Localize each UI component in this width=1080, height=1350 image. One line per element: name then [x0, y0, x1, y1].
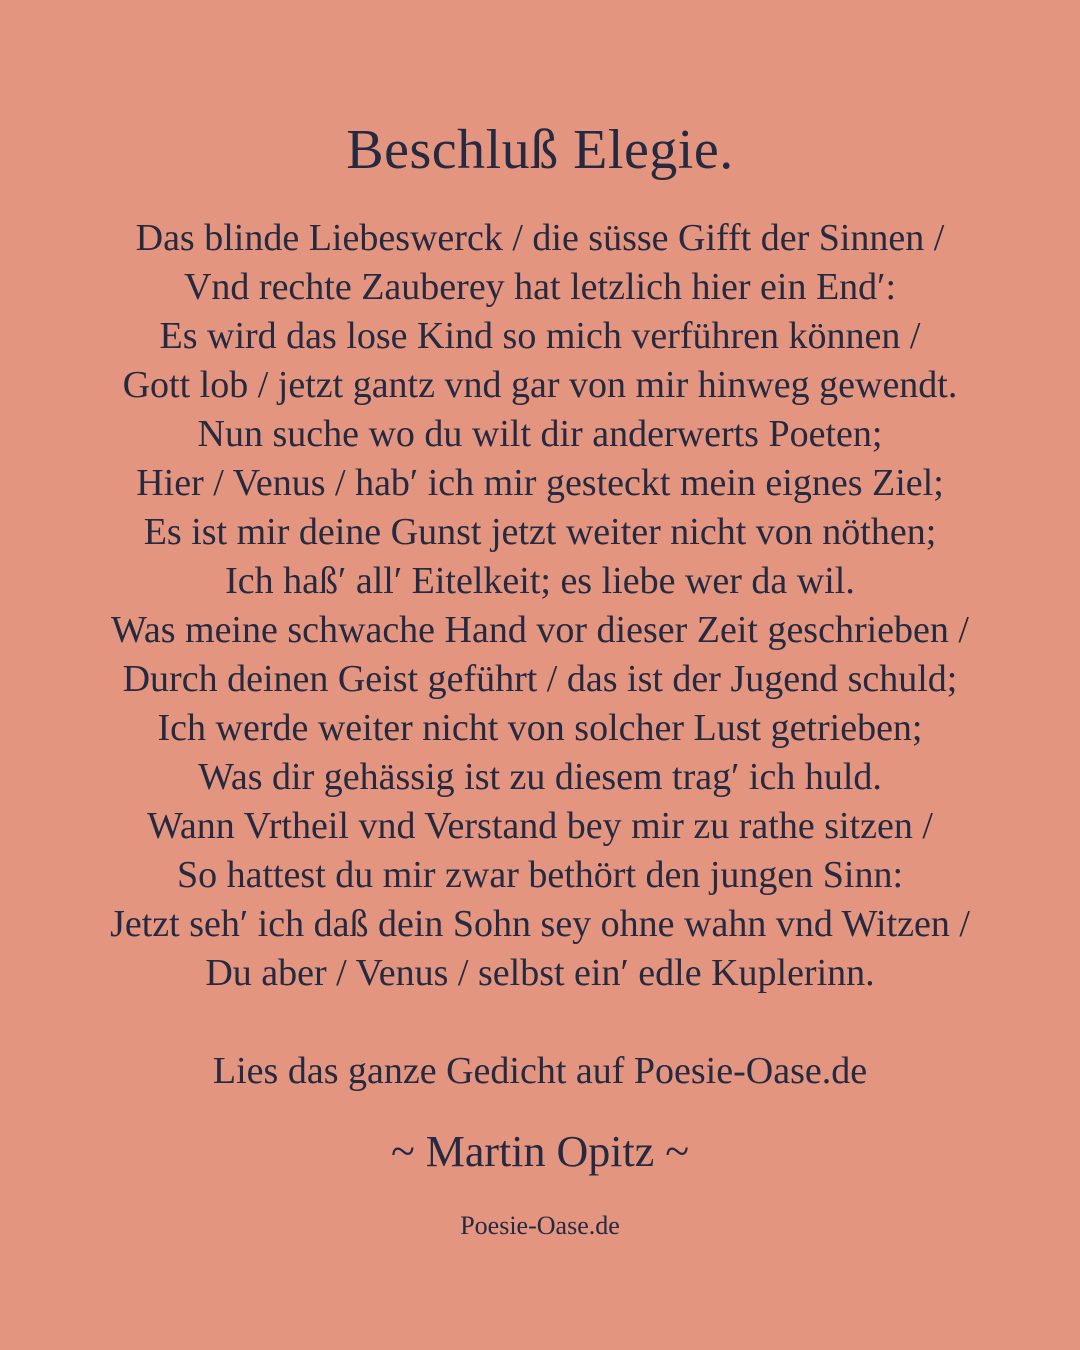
poem-line: Jetzt seh′ ich daß dein Sohn sey ohne wahn vnd Witzen /: [110, 903, 970, 945]
poem-line: Nun suche wo du wilt dir anderwerts Poeten;: [197, 413, 883, 455]
poem-line: Was meine schwache Hand vor dieser Zeit geschrieben /: [111, 609, 969, 651]
poem-line: So hattest du mir zwar bethört den jungen Sinn:: [176, 854, 904, 896]
poem-line: Es ist mir deine Gunst jetzt weiter nicht von nöthen;: [143, 511, 937, 553]
poem-line: Es wird das lose Kind so mich verführen können /: [159, 315, 921, 357]
poem-line: Ich haß′ all′ Eitelkeit; es liebe wer da wil.: [225, 560, 855, 602]
poem-line: Was dir gehässig ist zu diesem trag′ ich huld.: [198, 756, 882, 798]
poem-title: Beschluß Elegie.: [346, 119, 734, 181]
poem-line: Hier / Venus / hab′ ich mir gesteckt mein eignes Ziel;: [136, 462, 944, 504]
poem-line: Du aber / Venus / selbst ein′ edle Kuplerinn.: [205, 952, 875, 994]
poem-line: Vnd rechte Zauberey hat letzlich hier ein End′:: [183, 266, 897, 308]
poem-line: Gott lob / jetzt gantz vnd gar von mir hinweg gewendt.: [122, 364, 958, 406]
poem-line: Ich werde weiter nicht von solcher Lust getrieben;: [157, 707, 923, 749]
read-more-text: Lies das ganze Gedicht auf Poesie-Oase.de: [212, 1050, 868, 1092]
poem-line: Wann Vrtheil vnd Verstand bey mir zu rathe sitzen /: [147, 805, 933, 847]
poem-body: [0, 214, 1080, 998]
author-name: ~ Martin Opitz ~: [390, 1127, 690, 1176]
poem-line: Das blinde Liebeswerck / die süsse Gifft der Sinnen /: [135, 217, 945, 259]
site-watermark: Poesie-Oase.de: [460, 1211, 620, 1240]
poem-line: Durch deinen Geist geführt / das ist der Jugend schuld;: [122, 658, 958, 700]
